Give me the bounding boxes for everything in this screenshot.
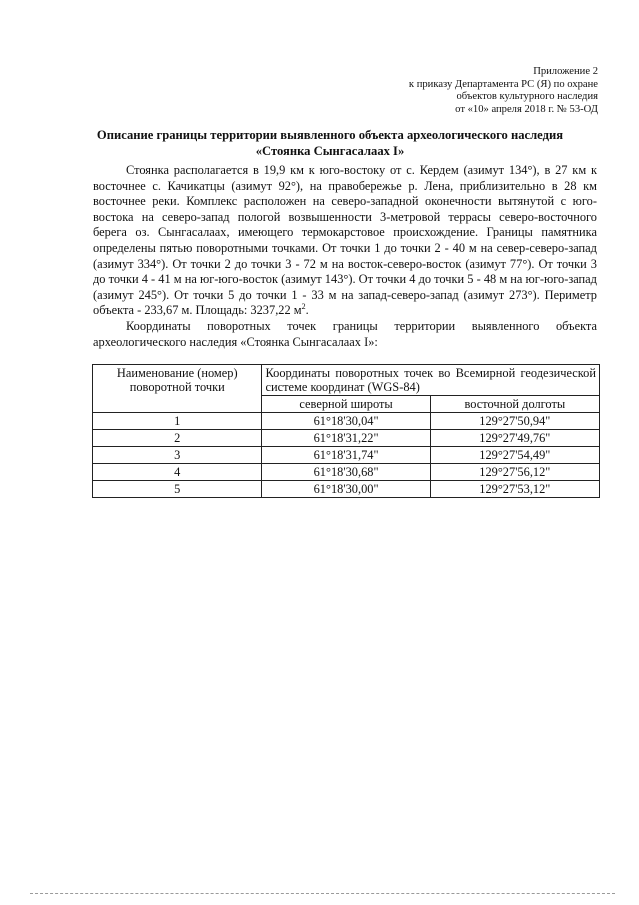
appendix-line: объектов культурного наследия: [456, 91, 598, 103]
description-text-main: Стоянка располагается в 19,9 км к юго-востоку от с. Кердем (азимут 134°), в 27 км к восточнее с. Качикатцы (азимут 92°), на правобережье р. Лена, приблизительно в 28 км восточнее реки. Комплекс расположен на северо-западной оконечности вытянутой с юго-востока на северо-запад пологой возвышенности 3-метровой террасы северо-восточного берега оз. Сынгасалаах, имеющего термокарстовое происхождение. Границы памятника определены пятью поворотными точками. От точки 1 до точки 2 - 40 м на север-северо-запад (азимут 334°). От точки 2 до точки 3 - 72 м на восток-северо-восток (азимут 77°). От точки 3 до точки 4 - 41 м на юг-юго-восток (азимут 143°). От точки 4 до точки 5 - 48 м на юг-юго-запад (азимут 245°). От точки 5 до точки 1 - 33 м на запад-северо-запад (азимут 273°). Периметр объекта - 233,67 м. Площадь: 3237,22 м: [93, 163, 597, 318]
appendix-line: Приложение 2: [533, 66, 598, 77]
cell-point-number: 1: [93, 413, 262, 430]
header-point-name: Наименование (номер) поворотной точки: [93, 365, 262, 413]
cell-longitude: 129°27'50,94": [430, 413, 599, 430]
description-text-end: .: [305, 303, 309, 318]
cell-longitude: 129°27'56,12": [430, 464, 599, 481]
description-paragraph: [93, 163, 597, 319]
cell-latitude: 61°18'31,74": [262, 447, 430, 464]
cell-latitude: 61°18'30,00": [262, 481, 430, 498]
cell-point-number: 3: [93, 447, 262, 464]
appendix-line: к приказу Департамента РС (Я) по охране: [408, 78, 598, 90]
table-row: [93, 481, 600, 498]
table-row: [93, 413, 600, 430]
appendix-line: от «10» апреля 2018 г. № 53-ОД: [455, 103, 598, 115]
table-row: [93, 464, 600, 481]
table-row: [93, 430, 600, 447]
header-latitude: северной широты: [262, 396, 430, 413]
cell-point-number: 2: [93, 430, 262, 447]
header-coordinates-group: Координаты поворотных точек во Всемирной геодезической системе координат (WGS-84): [262, 365, 600, 396]
cell-point-number: 5: [93, 481, 262, 498]
coordinates-table: [92, 364, 600, 498]
page-bottom-divider: [30, 893, 615, 894]
cell-latitude: 61°18'31,22": [262, 430, 430, 447]
cell-longitude: 129°27'53,12": [430, 481, 599, 498]
table-header-row: [93, 365, 600, 396]
coordinates-intro-paragraph: Координаты поворотных точек границы территории выявленного объекта археологического наследия «Стоянка Сынгасалаах I»:: [93, 318, 597, 349]
description-text: [93, 163, 597, 350]
title-line: Описание границы территории выявленного объекта археологического наследия: [96, 128, 564, 142]
header-longitude: восточной долготы: [430, 396, 599, 413]
table-row: [93, 447, 600, 464]
cell-latitude: 61°18'30,68": [262, 464, 430, 481]
square-unit-superscript: 2: [301, 302, 306, 312]
cell-latitude: 61°18'30,04": [262, 413, 430, 430]
document-title: [60, 127, 600, 159]
cell-point-number: 4: [93, 464, 262, 481]
cell-longitude: 129°27'49,76": [430, 430, 599, 447]
title-line: «Стоянка Сынгасалаах I»: [255, 144, 405, 158]
cell-longitude: 129°27'54,49": [430, 447, 599, 464]
appendix-note: [338, 66, 598, 116]
